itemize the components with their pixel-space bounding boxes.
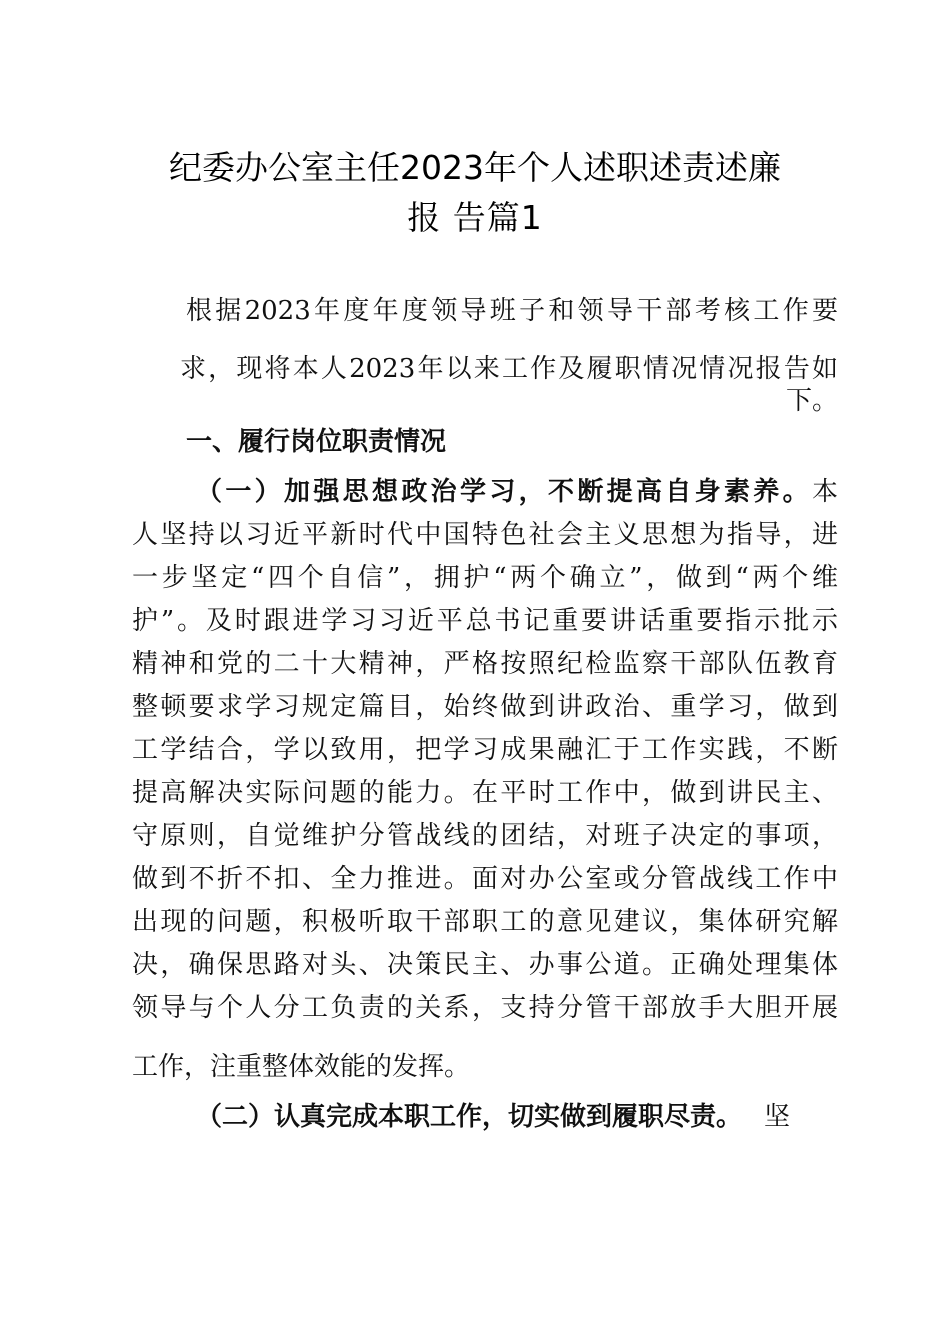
paragraph-line: 人坚持以习近平新时代中国特色社会主义思想为指导，进	[132, 520, 838, 550]
document-title-line-2: 报 告篇1	[407, 198, 543, 237]
paragraph-line: 出现的问题，积极听取干部职工的意见建议，集体研究解	[132, 907, 838, 937]
paragraph-line: 守原则，自觉维护分管战线的团结，对班子决定的事项，	[132, 821, 838, 851]
paragraph-line: 提高解决实际问题的能力。在平时工作中，做到讲民主、	[132, 778, 838, 808]
paragraph-line: 一步坚定“四个自信”，拥护“两个确立”，做到“两个维	[132, 563, 838, 593]
document-title-line-1: 纪委办公室主任2023年个人述职述责述廉	[169, 148, 781, 187]
sub-section-2-lead-text: 坚	[764, 1102, 791, 1132]
intro-line-3: 下。	[785, 386, 838, 416]
paragraph-line: 精神和党的二十大精神，严格按照纪检监察干部队伍教育	[132, 649, 838, 679]
intro-line-1: 根据2023年度年度领导班子和领导干部考核工作要	[186, 296, 838, 326]
paragraph-line: 领导与个人分工负责的关系，支持分管干部放手大胆开展	[132, 993, 838, 1023]
paragraph-last-line: 工作，注重整体效能的发挥。	[132, 1052, 471, 1082]
sub-section-1-lead-text: 本	[811, 477, 838, 507]
sub-section-2-first-line	[196, 1100, 824, 1134]
sub-heading-2: （二）认真完成本职工作，切实做到履职尽责。	[196, 1102, 743, 1132]
sub-heading-1: （一）加强思想政治学习，不断提高自身素养。	[196, 477, 812, 507]
paragraph-line: 整顿要求学习规定篇目，始终做到讲政治、重学习，做到	[132, 692, 838, 722]
paragraph-line: 护”。及时跟进学习习近平总书记重要讲话重要指示批示	[132, 606, 838, 636]
paragraph-line: 做到不折不扣、全力推进。面对办公室或分管战线工作中	[132, 864, 838, 894]
paragraph-line: 决，确保思路对头、决策民主、办事公道。正确处理集体	[132, 950, 838, 980]
sub-section-1-first-line	[196, 475, 838, 509]
intro-line-2: 求，现将本人2023年以来工作及履职情况情况报告如	[180, 354, 838, 384]
section-heading-1: 一、履行岗位职责情况	[186, 427, 447, 457]
paragraph-line: 工学结合，学以致用，把学习成果融汇于工作实践，不断	[132, 735, 838, 765]
